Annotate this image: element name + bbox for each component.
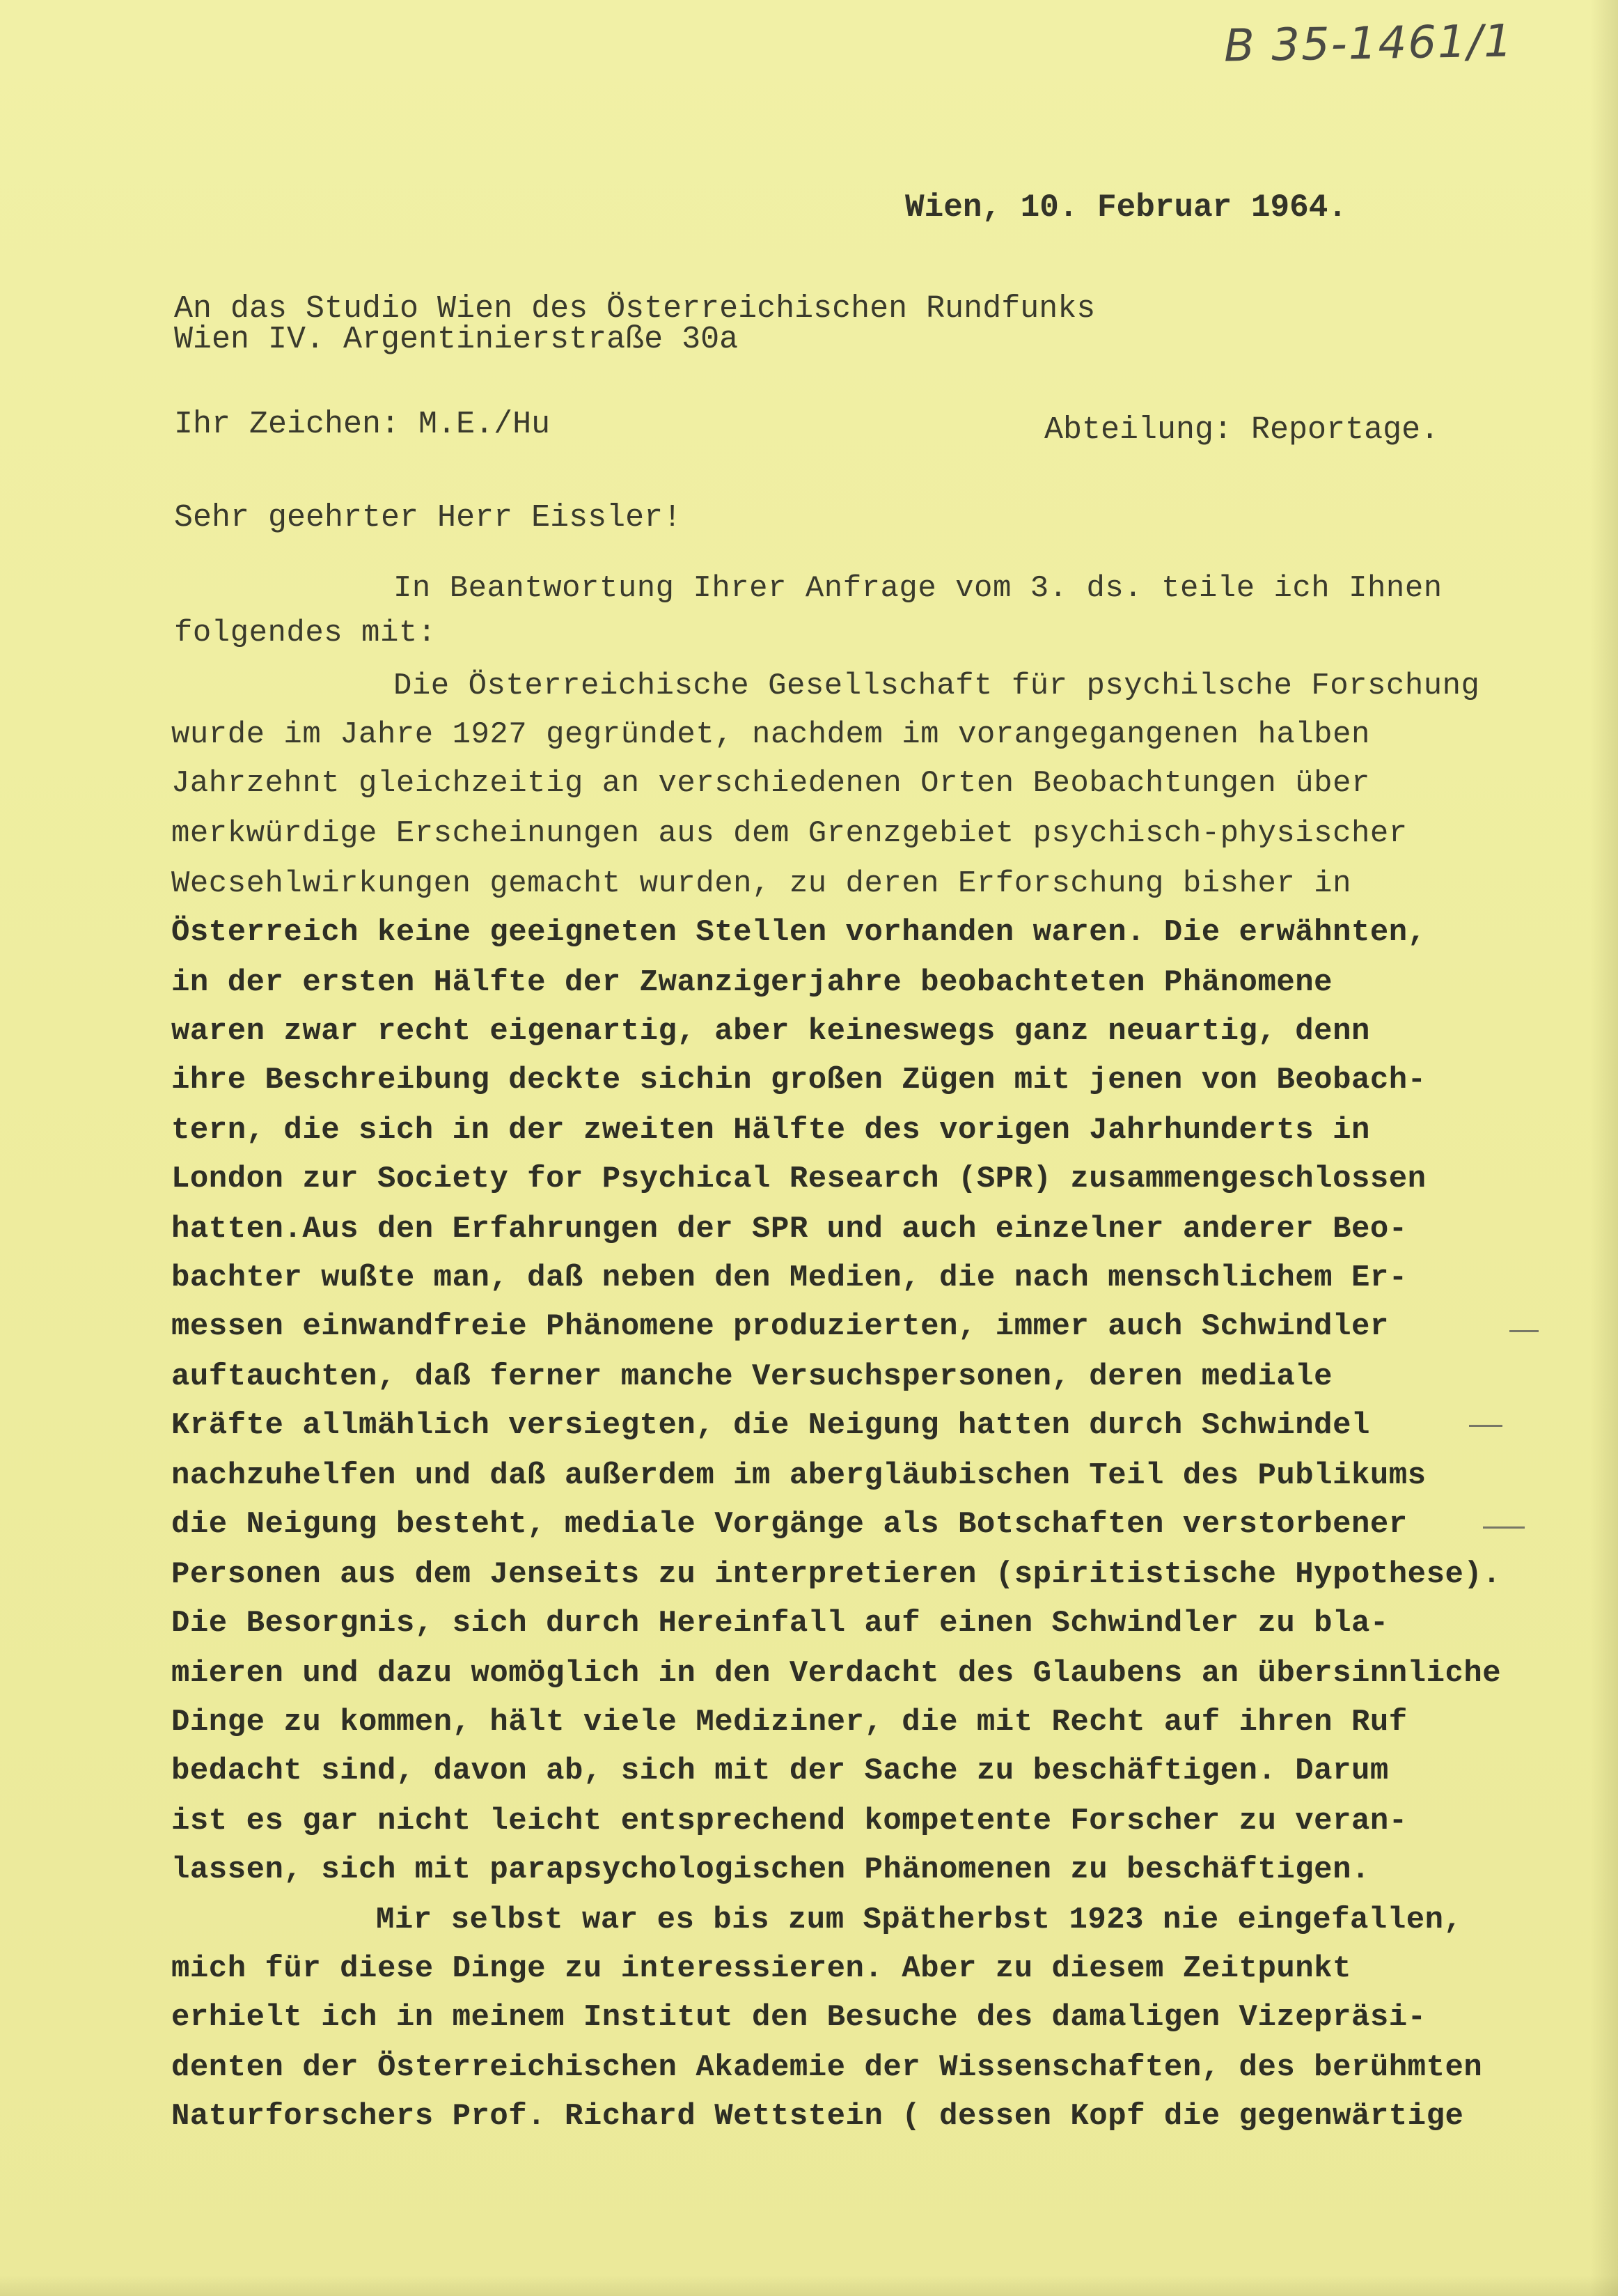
body-line: merkwürdige Erscheinungen aus dem Grenzgebiet psychisch-physischer [171,816,1408,851]
body-line: die Neigung besteht, mediale Vorgänge als Botschaften verstorbener [171,1507,1408,1542]
body-line: Die Besorgnis, sich durch Hereinfall auf einen Schwindler zu bla- [171,1606,1389,1641]
body-line: hatten.Aus den Erfahrungen der SPR und auch einzelner anderer Beo- [171,1212,1408,1247]
page-edge-shadow [1590,0,1618,2296]
body-line: ihre Beschreibung deckte sichin großen Zügen mit jenen von Beobach- [171,1063,1427,1098]
body-line: Naturforschers Prof. Richard Wettstein ( dessen Kopf die gegenwärtige [171,2099,1464,2134]
margin-tick [1469,1425,1502,1427]
body-line: nachzuhelfen und daß außerdem im abergläubischen Teil des Publikums [171,1458,1427,1493]
body-line: denten der Österreichischen Akademie der Wissenschaften, des berühmten [171,2050,1483,2085]
body-line: Wecsehlwirkungen gemacht wurden, zu deren Erforschung bisher in [171,866,1351,901]
page-bottom-shadow [0,2275,1618,2296]
department-reference: Abteilung: Reportage. [1044,412,1440,448]
body-line: folgendes mit: [174,616,437,650]
body-line: Personen aus dem Jenseits zu interpretieren (spiritistische Hypothese). [171,1557,1502,1592]
body-line: erhielt ich in meinem Institut den Besuche des damaligen Vizepräsi- [171,2000,1427,2035]
your-reference: Ihr Zeichen: M.E./Hu [174,407,551,442]
body-line: bachter wußte man, daß neben den Medien, die nach menschlichem Er- [171,1260,1408,1295]
body-line: tern, die sich in der zweiten Hälfte des vorigen Jahrhunderts in [171,1113,1370,1148]
body-line: waren zwar recht eigenartig, aber keineswegs ganz neuartig, denn [171,1014,1370,1049]
body-line: Österreich keine geeigneten Stellen vorhanden waren. Die erwähnten, [171,915,1427,950]
body-line: Kräfte allmählich versiegten, die Neigung hatten durch Schwindel [171,1408,1370,1443]
body-line: Mir selbst war es bis zum Spätherbst 1923 nie eingefallen, [376,1903,1463,1937]
body-line: mich für diese Dinge zu interessieren. Aber zu diesem Zeitpunkt [171,1951,1351,1986]
archive-reference-handwritten: B 35-1461/1 [1223,15,1514,72]
body-line: lassen, sich mit parapsychologischen Phänomenen zu beschäftigen. [171,1852,1370,1887]
body-line: London zur Society for Psychical Research (SPR) zusammengeschlossen [171,1162,1427,1196]
body-line: Dinge zu kommen, hält viele Mediziner, die mit Recht auf ihren Ruf [171,1705,1408,1740]
recipient-line-2: Wien IV. Argentinierstraße 30a [174,322,739,357]
body-line: in der ersten Hälfte der Zwanzigerjahre beobachteten Phänomene [171,965,1333,1000]
body-line: messen einwandfreie Phänomene produzierten, immer auch Schwindler [171,1309,1389,1344]
body-line: In Beantwortung Ihrer Anfrage vom 3. ds. teile ich Ihnen [393,571,1443,606]
body-line: Die Österreichische Gesellschaft für psychilsche Forschung [393,669,1480,703]
body-line: mieren und dazu womöglich in den Verdacht des Glaubens an übersinnliche [171,1656,1502,1691]
margin-tick [1509,1330,1539,1332]
body-line: Jahrzehnt gleichzeitig an verschiedenen Orten Beobachtungen über [171,766,1370,801]
body-line: auftauchten, daß ferner manche Versuchspersonen, deren mediale [171,1359,1333,1394]
salutation: Sehr geehrter Herr Eissler! [174,500,682,536]
letter-date: Wien, 10. Februar 1964. [905,189,1347,226]
body-line: ist es gar nicht leicht entsprechend kompetente Forscher zu veran- [171,1804,1408,1838]
margin-tick [1483,1526,1525,1529]
body-line: bedacht sind, davon ab, sich mit der Sache zu beschäftigen. Darum [171,1754,1389,1788]
recipient-line-1: An das Studio Wien des Österreichischen Rundfunks [174,291,1096,327]
body-line: wurde im Jahre 1927 gegründet, nachdem im vorangegangenen halben [171,717,1370,752]
